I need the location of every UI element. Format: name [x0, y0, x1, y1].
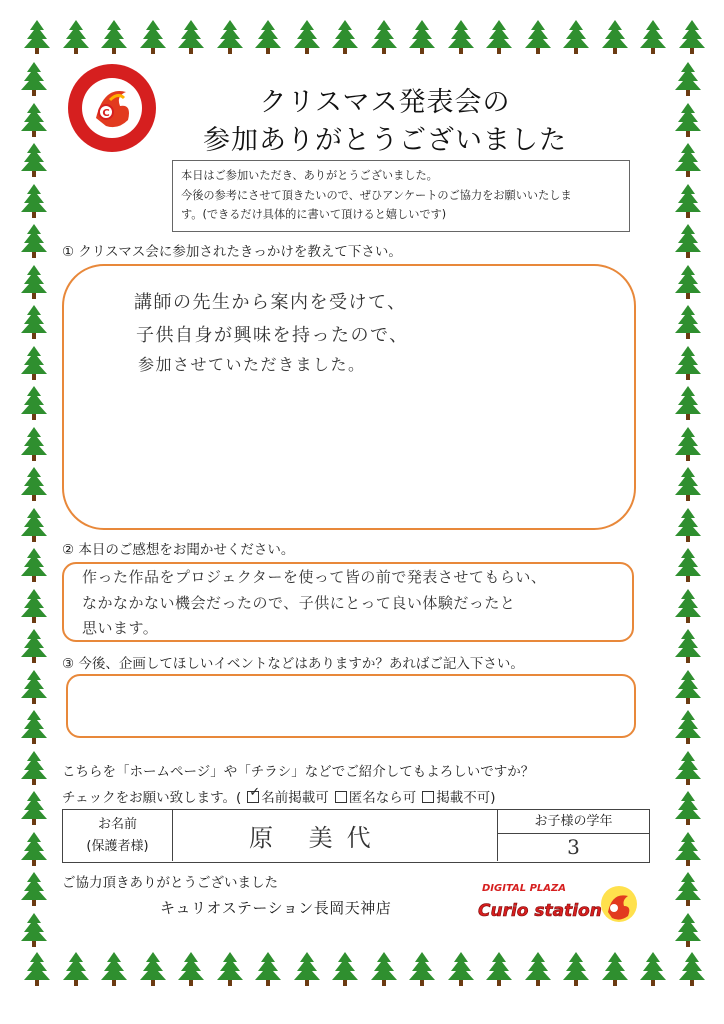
christmas-tree-icon [673, 305, 703, 339]
christmas-tree-icon [19, 791, 49, 825]
christmas-tree-icon [673, 913, 703, 947]
christmas-tree-icon [407, 20, 437, 54]
christmas-tree-icon [673, 103, 703, 137]
christmas-tree-icon [19, 103, 49, 137]
christmas-tree-icon [369, 952, 399, 986]
christmas-tree-icon [19, 467, 49, 501]
christmas-tree-icon [19, 346, 49, 380]
christmas-tree-icon [19, 184, 49, 218]
christmas-tree-icon [19, 832, 49, 866]
svg-text:DIGITAL PLAZA: DIGITAL PLAZA [482, 883, 567, 894]
consent-question: こちらを「ホームページ」や「チラシ」などでご紹介してもよろしいですか？ [62, 764, 535, 780]
christmas-tree-icon [19, 872, 49, 906]
christmas-tree-icon [215, 20, 245, 54]
christmas-tree-icon [600, 20, 630, 54]
handwritten-answer-line: 参加させていただきました。 [138, 355, 366, 374]
christmas-tree-icon [673, 143, 703, 177]
christmas-tree-icon [19, 305, 49, 339]
christmas-tree-icon [99, 20, 129, 54]
answer-box-2[interactable] [62, 562, 634, 642]
page-title-line1: クリスマス発表会の [259, 87, 511, 118]
christmas-tree-icon [215, 952, 245, 986]
christmas-tree-icon [407, 952, 437, 986]
checkbox-not-ok[interactable] [422, 791, 434, 803]
handwritten-answer-line: なかなかない機会だったので、子供にとって良い体験だったと [82, 594, 516, 612]
christmas-tree-icon [673, 832, 703, 866]
consent-options [62, 786, 496, 806]
christmas-tree-icon [673, 872, 703, 906]
name-field[interactable]: 原 美代 [249, 824, 385, 852]
christmas-tree-icon [19, 427, 49, 461]
christmas-tree-icon [673, 265, 703, 299]
answer-box-1[interactable] [62, 264, 636, 530]
tree-border-left [16, 0, 52, 1024]
christmas-tree-icon [369, 20, 399, 54]
handwritten-answer-line: 思います。 [82, 619, 159, 637]
christmas-tree-icon [484, 952, 514, 986]
christmas-tree-icon [523, 20, 553, 54]
christmas-tree-icon [292, 20, 322, 54]
christmas-tree-icon [330, 952, 360, 986]
christmas-tree-icon [19, 62, 49, 96]
kyurio-logo-icon [66, 62, 158, 154]
tree-border-bottom [0, 952, 724, 988]
question-3: ③ 今後、企画してほしいイベントなどはありますか？あればご記入下さい。 [62, 656, 524, 672]
christmas-tree-icon [673, 670, 703, 704]
grade-label: お子様の学年 [497, 810, 649, 834]
christmas-tree-icon [61, 20, 91, 54]
christmas-tree-icon [673, 508, 703, 542]
option-anonymous-label: 匿名なら可 [348, 790, 417, 806]
christmas-tree-icon [673, 427, 703, 461]
intro-box [172, 160, 630, 232]
christmas-tree-icon [19, 629, 49, 663]
curio-station-logo-icon [474, 876, 640, 928]
intro-line: す。(できるだけ具体的に書いて頂けると嬉しいです) [181, 208, 447, 221]
christmas-tree-icon [484, 20, 514, 54]
option-name-ok-label: 名前掲載可 [261, 790, 329, 806]
intro-line: 今後の参考にさせて頂きたいので、ぜひアンケートのご協力をお願いいたしま [181, 188, 572, 202]
christmas-tree-icon [638, 952, 668, 986]
christmas-tree-icon [673, 710, 703, 744]
christmas-tree-icon [673, 589, 703, 623]
christmas-tree-icon [673, 224, 703, 258]
christmas-tree-icon [19, 670, 49, 704]
christmas-tree-icon [19, 589, 49, 623]
name-label-cell [63, 810, 173, 861]
svg-text:C: C [102, 108, 110, 119]
grade-field[interactable]: 3 [497, 834, 649, 861]
christmas-tree-icon [253, 20, 283, 54]
christmas-tree-icon [673, 386, 703, 420]
guardian-label: (保護者様) [86, 839, 149, 854]
christmas-tree-icon [600, 952, 630, 986]
christmas-tree-icon [19, 265, 49, 299]
check-mark-icon: ✓ [249, 785, 261, 800]
intro-line: 本日はご参加いただき、ありがとうございました。 [181, 169, 438, 182]
christmas-tree-icon [19, 508, 49, 542]
tree-border-right [670, 0, 706, 1024]
christmas-tree-icon [138, 20, 168, 54]
christmas-tree-icon [673, 467, 703, 501]
option-not-ok-label: 掲載不可) [436, 790, 496, 806]
christmas-tree-icon [19, 913, 49, 947]
christmas-tree-icon [176, 952, 206, 986]
christmas-tree-icon [638, 20, 668, 54]
christmas-tree-icon [99, 952, 129, 986]
handwritten-answer-line: 子供自身が興味を持ったので、 [136, 325, 409, 346]
christmas-tree-icon [673, 62, 703, 96]
question-2: ② 本日のご感想をお聞かせください。 [62, 542, 295, 558]
handwritten-answer-line: 講師の先生から案内を受けて、 [134, 292, 407, 313]
handwritten-answer-line: 作った作品をプロジェクターを使って皆の前で発表させてもらい、 [82, 568, 547, 586]
christmas-tree-icon [673, 548, 703, 582]
christmas-tree-icon [19, 224, 49, 258]
store-name: キュリオステーション長岡天神店 [160, 899, 392, 917]
christmas-tree-icon [19, 548, 49, 582]
christmas-tree-icon [561, 952, 591, 986]
christmas-tree-icon [253, 952, 283, 986]
checkbox-anonymous-ok[interactable] [335, 791, 347, 803]
christmas-tree-icon [561, 20, 591, 54]
christmas-tree-icon [19, 751, 49, 785]
svg-text:Curio station: Curio station [478, 901, 602, 921]
christmas-tree-icon [523, 952, 553, 986]
name-label: お名前 [97, 817, 137, 832]
tree-border-top [0, 20, 724, 56]
consent-prefix: チェックをお願い致します。( [62, 790, 242, 806]
page-title-line2: 参加ありがとうございました [203, 125, 567, 156]
christmas-tree-icon [673, 629, 703, 663]
christmas-tree-icon [19, 710, 49, 744]
christmas-tree-icon [19, 386, 49, 420]
christmas-tree-icon [446, 952, 476, 986]
christmas-tree-icon [19, 143, 49, 177]
christmas-tree-icon [330, 20, 360, 54]
christmas-tree-icon [673, 751, 703, 785]
answer-box-3[interactable] [66, 674, 636, 738]
christmas-tree-icon [138, 952, 168, 986]
christmas-tree-icon [673, 791, 703, 825]
christmas-tree-icon [673, 346, 703, 380]
christmas-tree-icon [176, 20, 206, 54]
christmas-tree-icon [446, 20, 476, 54]
christmas-tree-icon [292, 952, 322, 986]
checkbox-name-ok[interactable] [247, 785, 261, 803]
christmas-tree-icon [673, 184, 703, 218]
name-table [62, 809, 650, 863]
question-1: ① クリスマス会に参加されたきっかけを教えて下さい。 [62, 244, 402, 260]
thanks-text: ご協力頂きありがとうございました [62, 875, 278, 891]
christmas-tree-icon [61, 952, 91, 986]
